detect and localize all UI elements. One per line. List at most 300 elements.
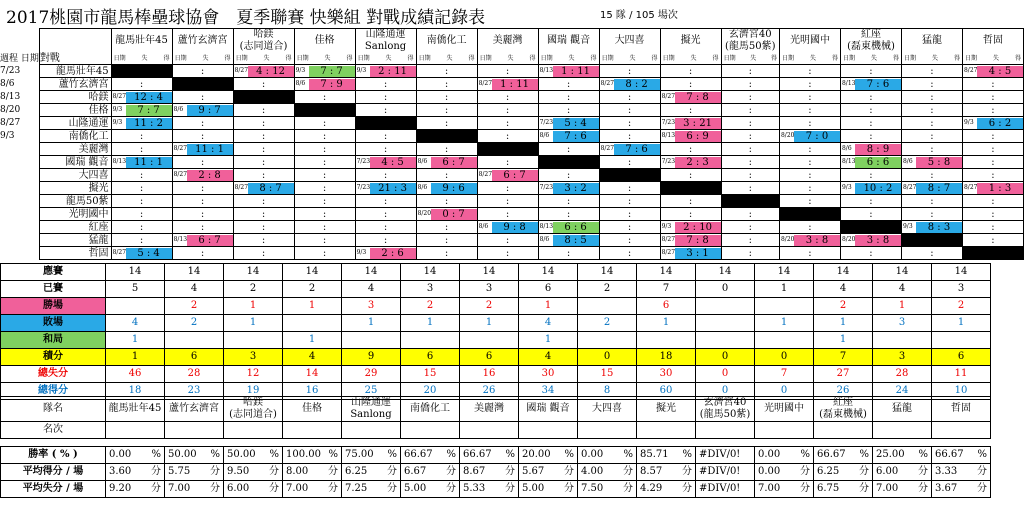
sub-header [111,53,172,65]
row-team-name: 蘆竹玄濟宮 [39,78,111,91]
match-cell [599,208,660,221]
matrix-row [0,104,1024,117]
match-date: 8/27 [234,67,249,74]
match-cell [660,130,721,143]
empty-score: : [261,117,266,129]
match-date: 7/23 [539,184,554,191]
match-date: 8/27 [661,249,676,256]
stats-value: 1 [106,332,165,349]
empty-score: : [991,169,995,181]
empty-score: : [688,78,693,90]
stats-value: 0 [696,366,755,383]
average-number: 50.00 [227,449,256,460]
rank-team-name-text: 哈鎂 [243,397,263,408]
match-cell [355,169,416,182]
match-date: 8/27 [112,249,127,256]
matrix-row [0,143,1024,156]
match-cell [660,247,721,260]
average-number: 66.67 [817,449,846,460]
stats-value: 18 [106,383,165,400]
stats-label: 總失分 [1,366,106,383]
empty-score: : [383,195,388,207]
match-cell [840,104,901,117]
empty-score: : [383,221,388,233]
empty-score: : [991,130,995,142]
match-score: 11 : 1 [187,144,233,155]
average-number: 6.00 [876,466,899,477]
match-cell [233,65,294,78]
stats-value: 1 [519,332,578,349]
average-value [696,481,755,498]
rank-position-value [755,422,814,439]
empty-score: : [688,195,693,207]
average-value [342,447,401,464]
self-match-cell [294,104,355,117]
match-cell [538,130,599,143]
empty-score: : [627,247,632,259]
average-number: 7.00 [168,483,191,494]
stats-value: 2 [401,298,460,315]
empty-score: : [383,130,388,142]
empty-score: : [688,143,693,155]
average-number: 6.67 [404,466,427,477]
match-cell [538,221,599,234]
average-number: #DIV/0! [699,483,741,494]
match-cell [111,247,172,260]
row-date: 8/27 [0,117,21,128]
match-cell [538,182,599,195]
empty-score: : [444,117,449,129]
empty-score: : [869,65,873,77]
sub-header [840,53,901,65]
match-cell [721,221,779,234]
empty-score: : [808,104,812,116]
empty-score: : [808,247,812,259]
match-score: 8 : 5 [553,235,599,246]
average-unit: 分 [623,483,633,494]
match-cell [416,65,477,78]
average-number: 3.33 [935,466,958,477]
stats-value [460,332,519,349]
match-cell [172,104,233,117]
team-header-name: 國瑞 觀音 [546,35,591,46]
empty-score: : [139,208,144,220]
average-unit: 分 [800,466,810,477]
stats-value: 0 [696,281,755,298]
match-cell [660,91,721,104]
match-score: 9 : 7 [187,105,233,116]
rank-team-name [401,397,460,422]
stats-value: 3 [224,349,283,366]
empty-score: : [930,130,934,142]
average-value [696,464,755,481]
stats-value: 3 [873,349,932,366]
empty-score: : [627,234,632,246]
empty-score: : [200,208,205,220]
empty-score: : [261,234,266,246]
match-score: 6 : 7 [187,235,233,246]
rank-team-name [814,397,873,422]
sub-label: 日期 [418,55,431,62]
empty-score: : [322,208,327,220]
empty-score: : [808,195,812,207]
sub-label: 日期 [174,55,187,62]
empty-score: : [566,169,571,181]
match-cell [962,117,1023,130]
average-value [460,481,519,498]
match-cell [233,78,294,91]
empty-score: : [139,169,144,181]
row-date: 8/13 [0,91,21,102]
empty-score: : [991,234,995,246]
match-cell [538,195,599,208]
stats-value [637,332,696,349]
matrix-row [0,195,1024,208]
match-cell [901,182,962,195]
empty-score: : [808,117,812,129]
match-cell [660,65,721,78]
average-number: 4.29 [640,483,663,494]
stats-value: 15 [578,366,637,383]
rank-position-value [519,422,578,439]
row-date [0,195,39,208]
empty-score: : [139,182,144,194]
match-cell [721,156,779,169]
sub-label: 失 [629,55,636,62]
sub-label: 得 [285,55,292,62]
sub-header [779,53,840,65]
match-date: 8/13 [112,158,127,165]
match-cell [901,65,962,78]
sub-label: 得 [892,55,899,62]
match-cell [477,65,538,78]
stats-value: 3 [460,281,519,298]
match-cell [538,247,599,260]
match-cell [840,182,901,195]
stats-value: 4 [283,349,342,366]
self-match-cell [538,156,599,169]
week-date-label: 週程 日期 [0,53,39,64]
match-date: 9/3 [112,106,123,113]
match-cell [416,143,477,156]
match-date: 8/6 [417,184,428,191]
rank-team-name [106,397,165,422]
match-cell [962,104,1023,117]
match-cell [355,104,416,117]
match-cell [779,130,840,143]
stats-value: 26 [460,383,519,400]
matrix-header-row [0,29,1024,54]
match-score: 7 : 6 [553,131,599,142]
match-date: 8/6 [902,158,913,165]
match-cell [233,234,294,247]
team-header [355,29,416,54]
match-score: 7 : 8 [675,235,721,246]
average-unit: 分 [682,466,692,477]
row-team-name: 山隆通運 [39,117,111,130]
stats-row [1,332,991,349]
average-unit: % [682,449,692,460]
rank-team-sub: (龍馬50紫) [699,409,751,420]
stats-value: 3 [342,298,401,315]
match-date: 8/27 [963,67,978,74]
stats-label: 敗場 [1,315,106,332]
stats-value: 1 [283,332,342,349]
matrix-row [0,182,1024,195]
match-score: 6 : 9 [675,131,721,142]
row-date: 8/20 [0,104,21,115]
average-row [1,481,991,498]
match-cell [111,117,172,130]
empty-score: : [383,143,388,155]
rank-position-value [578,422,637,439]
empty-score: : [261,104,266,116]
match-cell [538,78,599,91]
self-match-cell [721,195,779,208]
match-cell [901,156,962,169]
match-cell [416,156,477,169]
ranking-table [0,396,991,439]
match-cell [355,182,416,195]
stats-value: 2 [165,298,224,315]
average-unit: 分 [800,483,810,494]
stats-value: 2 [165,315,224,332]
average-unit: 分 [564,483,574,494]
average-unit: % [800,449,810,460]
match-cell [538,65,599,78]
match-cell [294,78,355,91]
team-header-name: 玄濟宮40 [728,29,772,40]
row-date [0,247,39,260]
sub-label: 日期 [842,55,855,62]
average-unit: 分 [977,466,987,477]
empty-score: : [566,208,571,220]
match-score: 7 : 6 [855,79,901,90]
match-cell [779,91,840,104]
team-header-sub: (龍馬50紫) [725,41,776,52]
stats-value: 1 [755,281,814,298]
match-cell [111,182,172,195]
empty-score: : [748,169,752,181]
stats-value: 14 [519,264,578,281]
match-cell [172,156,233,169]
row-team-name: 猛龍 [39,234,111,247]
stats-value [106,298,165,315]
team-header-name: 紅座 [860,29,881,40]
match-cell [962,65,1023,78]
average-value [401,481,460,498]
stats-row [1,315,991,332]
sub-label: 得 [831,55,838,62]
match-cell [294,143,355,156]
stats-value: 7 [814,349,873,366]
stats-value: 23 [165,383,224,400]
rank-team-name-text: 哲固 [951,403,971,414]
average-value [165,447,224,464]
stats-value: 4 [342,281,401,298]
stats-value: 5 [106,281,165,298]
empty-score: : [930,78,934,90]
match-date: 8/6 [173,106,184,113]
match-score: 7 : 8 [675,92,721,103]
sub-label: 失 [507,55,514,62]
row-team-name: 紅座 [39,221,111,234]
match-date: 8/6 [841,145,852,152]
match-cell [840,169,901,182]
average-unit: 分 [269,483,279,494]
row-date [0,234,39,247]
match-cell [233,208,294,221]
stats-value: 6 [932,349,991,366]
sub-label: 得 [770,55,777,62]
empty-score: : [688,208,693,220]
match-date: 9/3 [963,119,974,126]
match-cell [901,130,962,143]
empty-score: : [200,247,205,259]
average-unit: 分 [505,483,515,494]
stats-value: 14 [696,264,755,281]
empty-score: : [991,104,995,116]
team-header [538,29,599,54]
empty-score: : [991,143,995,155]
match-cell [233,156,294,169]
empty-score: : [869,91,873,103]
sub-header [962,53,1023,65]
stats-value: 15 [401,366,460,383]
self-match-cell [840,221,901,234]
empty-score: : [627,182,632,194]
team-header-sub: (志同道合) [239,41,288,52]
stats-value: 6 [637,298,696,315]
rank-position-value [283,422,342,439]
average-label: 平均失分 / 場 [1,481,106,498]
stats-value: 0 [696,383,755,400]
match-date: 7/23 [356,158,371,165]
stats-value: 14 [460,264,519,281]
match-cell [901,247,962,260]
stats-value: 4 [519,315,578,332]
rank-team-name [342,397,401,422]
team-header-name: 龍馬壯年45 [115,35,168,46]
stats-value: 10 [932,383,991,400]
sub-label: 失 [750,55,757,62]
empty-score: : [930,117,934,129]
empty-score: : [505,195,510,207]
empty-score: : [748,234,752,246]
rank-team-name-text: 光明國中 [764,403,804,414]
stats-value: 3 [873,315,932,332]
empty-score: : [383,169,388,181]
stats-value: 46 [106,366,165,383]
row-team-name: 哈鎂 [39,91,111,104]
team-header-name: 擬光 [680,35,701,46]
matrix-row [0,91,1024,104]
average-unit: 分 [682,483,692,494]
stats-value: 1 [283,298,342,315]
match-cell [477,182,538,195]
average-number: 6.25 [817,466,840,477]
sub-label: 得 [529,55,536,62]
stats-value: 9 [342,349,401,366]
match-cell [779,182,840,195]
match-date: 7/23 [356,184,371,191]
empty-score: : [322,182,327,194]
stats-value: 1 [224,298,283,315]
empty-score: : [808,143,812,155]
match-cell [477,169,538,182]
average-value [873,464,932,481]
match-cell [721,117,779,130]
empty-score: : [627,91,632,103]
team-header [416,29,477,54]
empty-score: : [930,195,934,207]
empty-score: : [505,234,510,246]
average-value [224,481,283,498]
rank-team-row [1,397,991,422]
average-unit: 分 [977,483,987,494]
empty-score: : [748,182,752,194]
sub-header [901,53,962,65]
empty-score: : [139,195,144,207]
rank-position-value [224,422,283,439]
average-number: 6.25 [345,466,368,477]
team-header [660,29,721,54]
match-cell [294,234,355,247]
empty-score: : [444,91,449,103]
stats-row [1,349,991,366]
match-cell [111,78,172,91]
empty-score: : [748,104,752,116]
stats-value [401,332,460,349]
average-number: 7.25 [345,483,368,494]
match-cell [779,104,840,117]
empty-score: : [869,117,873,129]
average-unit: % [623,449,633,460]
empty-score: : [627,104,632,116]
match-cell [779,221,840,234]
sub-header [294,53,355,65]
stats-value: 14 [873,264,932,281]
match-cell [840,247,901,260]
average-number: 7.00 [876,483,899,494]
sub-label: 日期 [781,55,794,62]
match-cell [294,65,355,78]
sub-label: 失 [870,55,877,62]
match-cell [111,221,172,234]
match-cell [721,104,779,117]
empty-score: : [627,130,632,142]
rank-position-value [460,422,519,439]
match-cell [416,195,477,208]
match-date: 8/27 [173,145,188,152]
match-cell [172,130,233,143]
sub-header [538,53,599,65]
average-unit: 分 [387,483,397,494]
empty-score: : [930,104,934,116]
rank-team-name-text: 山隆通運 [351,397,391,408]
rank-position-value [342,422,401,439]
match-cell [901,208,962,221]
average-number: 3.67 [935,483,958,494]
sub-label: 得 [468,55,475,62]
stats-value: 29 [342,366,401,383]
empty-score: : [869,130,873,142]
match-score: 7 : 7 [309,66,355,77]
stats-value: 1 [519,298,578,315]
empty-score: : [748,117,752,129]
team-header [721,29,779,54]
match-score: 7 : 0 [794,131,840,142]
